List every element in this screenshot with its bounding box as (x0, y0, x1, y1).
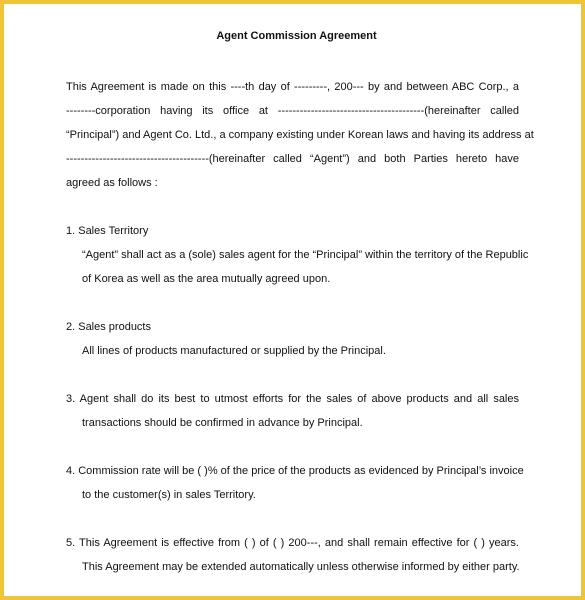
section-5-heading: 5. This Agreement is effective from ( ) of ( ) 200---, and shall remain effective for ( ) years. (66, 537, 519, 549)
section-2-heading: 2. Sales products (66, 321, 151, 333)
intro-line: ---------------------------------------(hereinafter called “Agent”) and both Parties hereto have (66, 153, 519, 165)
intro-line: --------corporation having its office at ----------------------------------------(hereinafter called (66, 105, 519, 117)
intro-line: This Agreement is made on this ----th day of ---------, 200--- by and between ABC Corp., a (66, 81, 519, 93)
intro-line: agreed as follows : (66, 177, 158, 189)
section-5-body-line: This Agreement may be extended automatically unless otherwise informed by either party. (82, 561, 520, 573)
document-title: Agent Commission Agreement (216, 30, 377, 42)
section-3-heading: 3. Agent shall do its best to utmost efforts for the sales of above products and all sales (66, 393, 519, 405)
section-1-body-line: “Agent” shall act as a (sole) sales agent for the “Principal” within the territory of the Republic (82, 249, 529, 261)
section-1-heading: 1. Sales Territory (66, 225, 149, 237)
section-4-body-line: to the customer(s) in sales Territory. (82, 489, 256, 501)
document-page (8, 8, 585, 600)
intro-line: “Principal”) and Agent Co. Ltd., a company existing under Korean laws and having its address at (66, 129, 534, 141)
section-4-heading: 4. Commission rate will be ( )% of the price of the products as evidenced by Principal’s invoice (66, 465, 524, 477)
section-2-body-line: All lines of products manufactured or supplied by the Principal. (82, 345, 386, 357)
section-3-body-line: transactions should be confirmed in advance by Principal. (82, 417, 363, 429)
section-1-body-line: of Korea as well as the area mutually agreed upon. (82, 273, 331, 285)
